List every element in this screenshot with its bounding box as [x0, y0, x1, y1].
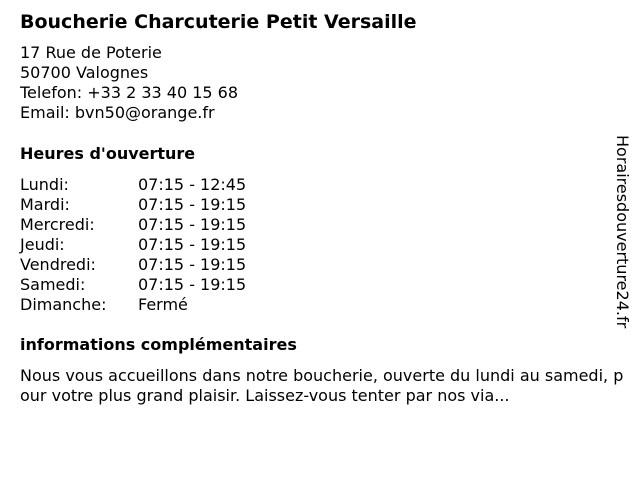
additional-info-text: Nous vous accueillons dans notre boucherie, ouverte du lundi au samedi, pour votre plus grand plaisir. Laissez-vous tenter par nos via... — [20, 366, 624, 405]
additional-info-heading: informations complémentaires — [20, 335, 297, 354]
time-range: 07:15 - 19:15 — [138, 195, 247, 214]
hours-row-monday — [20, 175, 620, 195]
day-label: Mercredi: — [20, 215, 95, 234]
day-label: Jeudi: — [20, 235, 65, 254]
hours-row-friday — [20, 255, 620, 275]
day-label: Dimanche: — [20, 295, 107, 314]
hours-row-thursday — [20, 235, 620, 255]
time-range: 07:15 - 19:15 — [138, 255, 247, 274]
day-label: Lundi: — [20, 175, 69, 194]
hours-row-tuesday — [20, 195, 620, 215]
day-label: Samedi: — [20, 275, 86, 294]
time-range: 07:15 - 12:45 — [138, 175, 247, 194]
email-address: Email: bvn50@orange.fr — [20, 103, 215, 122]
opening-hours-table — [20, 175, 620, 315]
day-label: Mardi: — [20, 195, 70, 214]
time-range: 07:15 - 19:15 — [138, 275, 247, 294]
street-address: 17 Rue de Poterie — [20, 43, 162, 62]
time-range: 07:15 - 19:15 — [138, 215, 247, 234]
hours-row-saturday — [20, 275, 620, 295]
hours-row-wednesday — [20, 215, 620, 235]
business-name: Boucherie Charcuterie Petit Versaille — [20, 11, 417, 33]
hours-row-sunday — [20, 295, 620, 315]
day-label: Vendredi: — [20, 255, 96, 274]
time-range: Fermé — [138, 295, 188, 314]
address-block — [20, 43, 620, 123]
phone-number: Telefon: +33 2 33 40 15 68 — [20, 83, 239, 102]
opening-hours-heading: Heures d'ouverture — [20, 144, 196, 163]
city-postal: 50700 Valognes — [20, 63, 149, 82]
time-range: 07:15 - 19:15 — [138, 235, 247, 254]
site-watermark: Horairesdouverture24.fr — [613, 135, 632, 329]
